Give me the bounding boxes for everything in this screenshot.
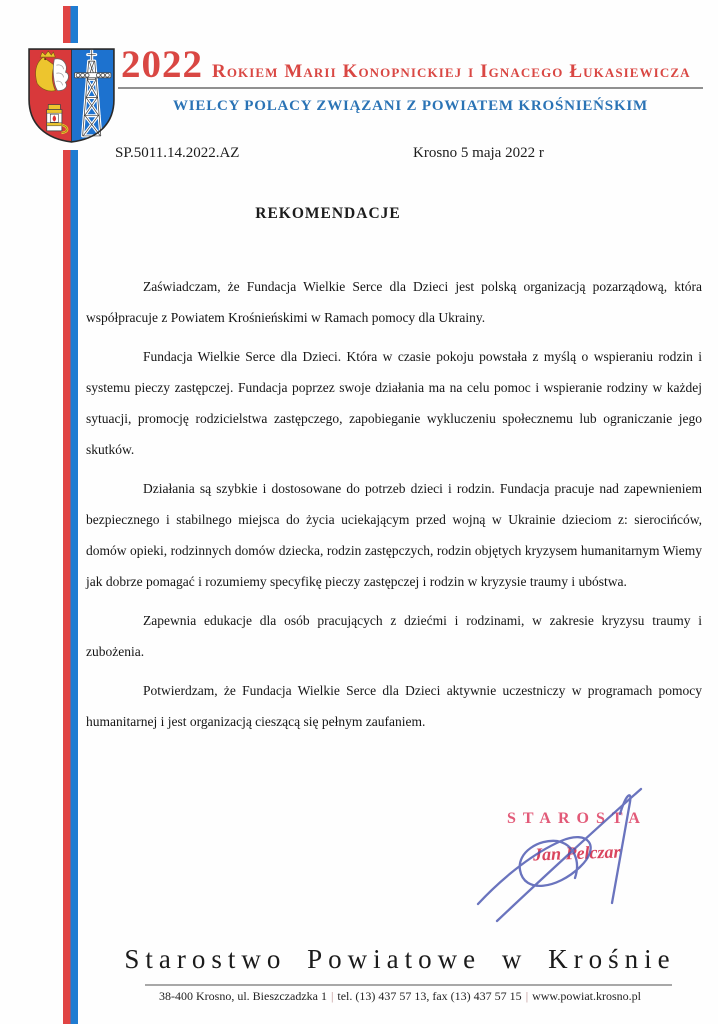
side-stripe-top bbox=[63, 6, 78, 43]
footer-rule bbox=[145, 984, 672, 986]
header-dedication: Rokiem Marii Konopnickiej i Ignacego Łukasiewicza bbox=[212, 61, 691, 82]
side-stripe bbox=[63, 150, 78, 1024]
footer-separator: | bbox=[330, 989, 334, 1003]
footer-website: www.powiat.krosno.pl bbox=[532, 989, 641, 1003]
coat-of-arms-icon bbox=[27, 47, 116, 144]
header-subtitle: WIELCY POLACY ZWIĄZANI Z POWIATEM KROŚNIEŃSKIM bbox=[172, 98, 649, 114]
document-title: REKOMENDACJE bbox=[255, 205, 401, 222]
paragraph: Działania są szybkie i dostosowane do potrzeb dzieci i rodzin. Fundacja pracuje nad zapewnieniem bezpiecznego i stabilnego miejsca do życia uciekającym przed wojną w Ukrainie dzieciom z: sierocińców, domów opieki, rodzinnych domów dziecka, rodzin zastępczych, rodzin objętych kryzysem humanitarnym Wiemy jak dobrze pomagać i rozumiemy specyfikę pieczy zastępczej i rodzin w kryzysie traumy i ubóstwa. bbox=[86, 481, 702, 589]
reference-number: SP.5011.14.2022.AZ bbox=[115, 145, 240, 161]
footer-contact: tel. (13) 437 57 13, fax (13) 437 57 15 bbox=[337, 989, 522, 1003]
stamp-name-text: Jan Pelczar bbox=[532, 841, 621, 865]
header-rule bbox=[118, 87, 703, 89]
footer-address: 38-400 Krosno, ul. Bieszczadzka 1 bbox=[159, 989, 327, 1003]
footer-address-line bbox=[85, 989, 715, 1004]
footer-office-name: Starostwo Powiatowe w Krośnie bbox=[124, 944, 676, 974]
header-year: 2022 bbox=[121, 43, 203, 86]
paragraph: Fundacja Wielkie Serce dla Dzieci. Która w czasie pokoju powstała z myślą o wspieraniu rodzin i systemu pieczy zastępczej. Fundacja poprzez swoje działania ma na celu pomoc i wspieranie rodziny w każdej sytuacji, promocję rodzicielstwa zastępczego, zapobieganie wykluczeniu społecznemu lub ograniczanie jego skutków. bbox=[86, 349, 702, 457]
header-banner bbox=[121, 42, 703, 87]
place-and-date: Krosno 5 maja 2022 r bbox=[413, 145, 544, 161]
paragraph: Potwierdzam, że Fundacja Wielkie Serce dla Dzieci aktywnie uczestniczy w programach pomocy humanitarnej i jest organizacją cieszącą się pełnym zaufaniem. bbox=[86, 683, 702, 729]
footer-separator: | bbox=[525, 989, 529, 1003]
signature-scrawl-icon bbox=[440, 770, 670, 930]
paragraph: Zapewnia edukacje dla osób pracujących z dziećmi i rodzinami, w zakresie kryzysu traumy i zubożenia. bbox=[86, 613, 702, 659]
body-paragraphs bbox=[86, 271, 702, 745]
stamp-role-text: STAROSTA bbox=[507, 810, 647, 827]
paragraph: Zaświadczam, że Fundacja Wielkie Serce dla Dzieci jest polską organizacją pozarządową, która współpracuje z Powiatem Krośnieńskimi w Ramach pomocy dla Ukrainy. bbox=[86, 279, 702, 325]
